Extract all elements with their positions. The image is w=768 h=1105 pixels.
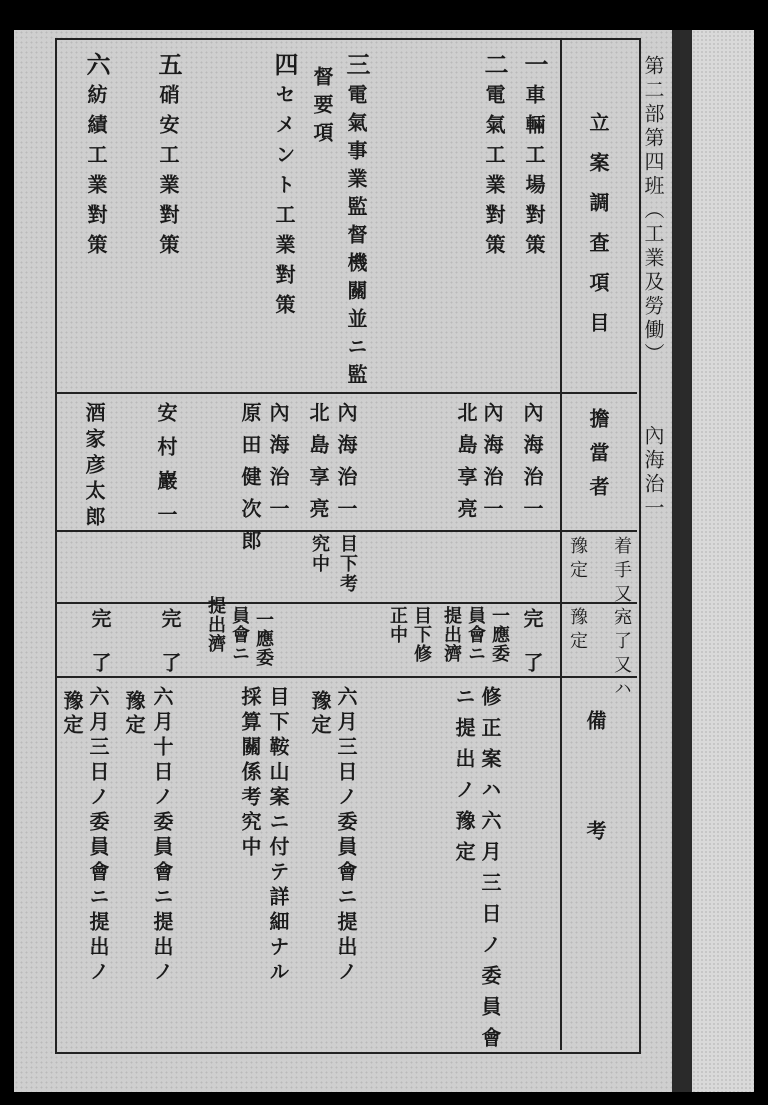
done-1: 完了: [520, 608, 544, 696]
header-done-b: 豫定: [567, 607, 588, 655]
item-title: 車輛工場對策: [522, 84, 546, 264]
header-item: 立案調査項目: [586, 112, 610, 352]
done-4a: 一應委: [253, 610, 274, 667]
item-title: 硝安工業對策: [156, 84, 180, 264]
owner-3a: 內海治一: [334, 402, 358, 530]
remark-3b: 豫定: [308, 690, 332, 738]
header-done-a: 完了又ハ: [611, 607, 632, 703]
owner-1: 內海治一: [520, 402, 544, 530]
remark-2b: ニ提出ノ豫定: [452, 686, 476, 872]
item-title-continued: 督要項: [310, 66, 334, 150]
done-2c: 提出濟: [441, 606, 462, 663]
header-start-a: 着手又ハ: [611, 536, 632, 632]
remark-2a: 修正案ハ六月三日ノ委員會: [478, 686, 502, 1058]
done-2b: 員會ニ: [465, 606, 486, 663]
item-number: 六: [82, 52, 111, 80]
remark-4b: 採算關係考究中: [238, 686, 262, 861]
remark-5b: 豫定: [122, 690, 146, 738]
remark-6b: 豫定: [60, 690, 84, 738]
item-title: 電氣事業監督機關並ニ監: [344, 84, 368, 392]
done-2d: 目下修: [411, 606, 432, 663]
item-title: 紡績工業對策: [84, 84, 108, 264]
owner-2a: 內海治一: [480, 402, 504, 530]
done-5: 完了: [158, 608, 182, 696]
item-title: セメント工業對策: [272, 84, 296, 324]
author-name: 內海治一: [641, 425, 665, 521]
row-divider-start: [55, 530, 637, 532]
book-spine: [672, 30, 692, 1092]
start-3b: 究中: [309, 534, 330, 574]
remark-6a: 六月三日ノ委員會ニ提出ノ: [86, 686, 110, 986]
item-number: 四: [270, 52, 299, 80]
remark-5a: 六月十日ノ委員會ニ提出ノ: [150, 686, 174, 986]
header-start-b: 豫定: [567, 536, 588, 584]
row-divider-done: [55, 602, 637, 604]
done-2a: 一應委: [489, 606, 510, 663]
header-column-divider: [560, 38, 562, 1050]
item-number: 二: [480, 52, 509, 80]
section-title: 第二部第四班（工業及勞働）: [641, 55, 665, 367]
done-4b: 員會ニ: [229, 606, 250, 663]
row-divider-owner: [55, 392, 637, 394]
item-number: 五: [154, 52, 183, 80]
facing-page-edge: [692, 30, 754, 1092]
owner-3b: 北島享亮: [306, 402, 330, 530]
row-divider-remarks: [55, 676, 637, 678]
item-number: 一: [520, 52, 549, 80]
remark-4a: 目下鞍山案ニ付テ詳細ナル: [266, 686, 290, 986]
owner-6: 酒家彦太郎: [82, 402, 106, 532]
owner-2b: 北島享亮: [454, 402, 478, 530]
owner-4a: 內海治一: [266, 402, 290, 530]
owner-5: 安村巖一: [154, 402, 178, 538]
start-3a: 目下考: [337, 534, 358, 594]
item-title: 電氣工業對策: [482, 84, 506, 264]
done-2e: 正中: [387, 606, 408, 644]
owner-4b: 原田健次郎: [238, 402, 262, 562]
done-6: 完了: [88, 608, 112, 696]
header-remarks: 備考: [583, 710, 607, 930]
remark-3a: 六月三日ノ委員會ニ提出ノ: [334, 686, 358, 986]
header-owner: 擔當者: [586, 408, 610, 510]
item-number: 三: [342, 52, 371, 80]
done-4c: 提出濟: [205, 596, 226, 653]
